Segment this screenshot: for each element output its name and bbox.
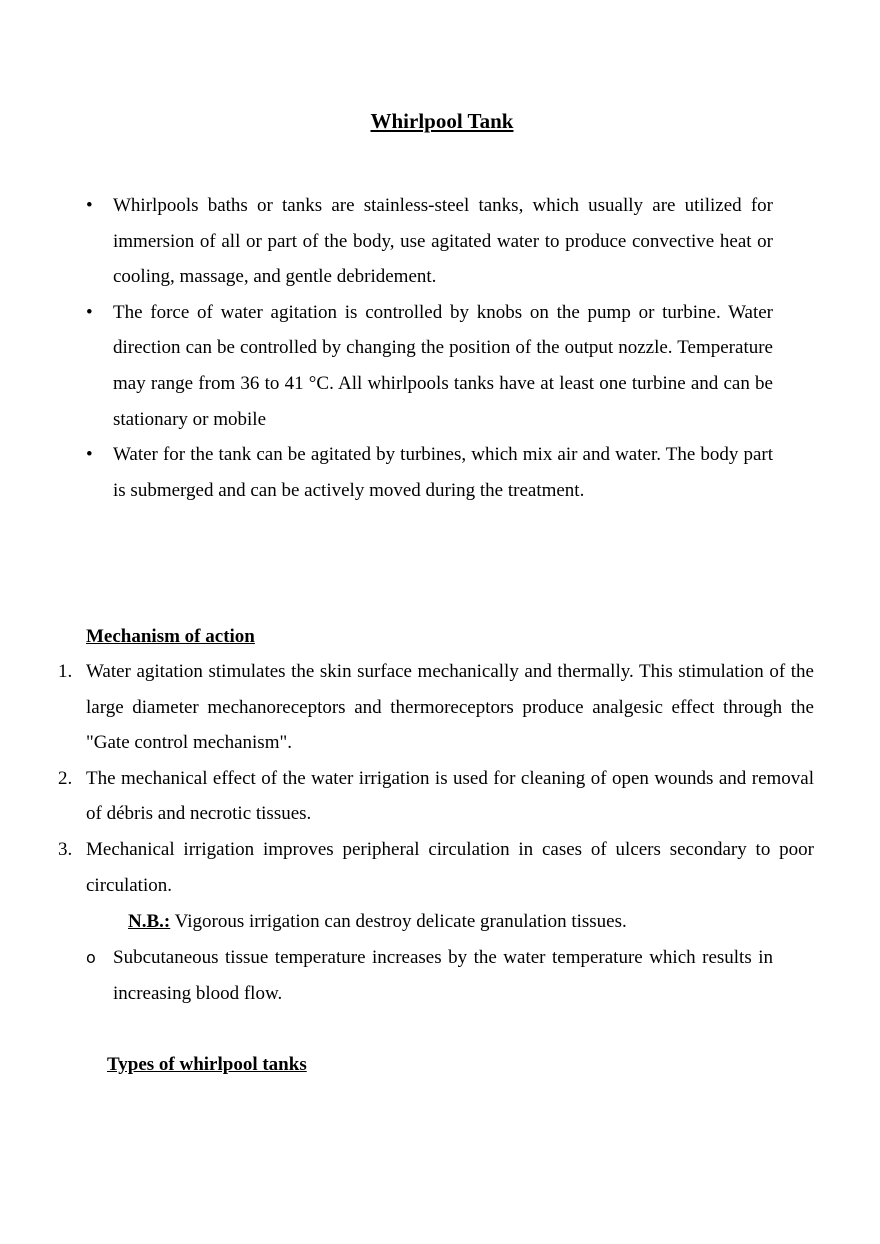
list-item-text: Water agitation stimulates the skin surface mechanically and thermally. This stimulation of the large diameter mechanoreceptors and thermoreceptors produce analgesic effect through the "Gate control mechanism".: [86, 661, 814, 754]
list-item-text: Mechanical irrigation improves peripheral circulation in cases of ulcers secondary to poor circulation.: [86, 838, 814, 896]
sub-list-item-text: Subcutaneous tissue temperature increases by the water temperature which results in increasing blood flow.: [113, 947, 773, 1004]
circle-bullet-icon: o: [86, 948, 96, 967]
sub-list-item: [86, 940, 773, 1011]
intro-bullet-list: [86, 188, 773, 508]
nb-note: [128, 904, 627, 940]
nb-text: Vigorous irrigation can destroy delicate granulation tissues.: [170, 911, 627, 932]
list-number: 1.: [58, 661, 73, 682]
mechanism-heading: Mechanism of action: [86, 626, 255, 647]
bullet-item: • Water for the tank can be agitated by turbines, which mix air and water. The body part is submerged and can be actively moved during the treatment.: [86, 437, 773, 508]
list-item: [58, 761, 814, 832]
list-item: [58, 654, 814, 761]
nb-label: N.B.:: [128, 911, 171, 932]
page-title: Whirlpool Tank: [370, 109, 514, 133]
bullet-item: • The force of water agitation is controlled by knobs on the pump or turbine. Water direction can be controlled by changing the position of the output nozzle. Temperature may range from 36 to 41 °C. All whirlpools tanks have at least one turbine and can be stationary or mobile: [86, 295, 773, 437]
sub-list: [86, 940, 773, 1011]
types-heading: Types of whirlpool tanks: [107, 1054, 307, 1075]
list-item-text: The mechanical effect of the water irrigation is used for cleaning of open wounds and removal of débris and necrotic tissues.: [86, 767, 814, 825]
list-number: 2.: [58, 767, 73, 789]
list-item: [58, 832, 814, 903]
list-number: 3.: [58, 838, 73, 860]
mechanism-numbered-list: [58, 654, 814, 903]
bullet-item: • Whirlpools baths or tanks are stainless-steel tanks, which usually are utilized for immersion of all or part of the body, use agitated water to produce convective heat or cooling, massage, and gentle debridement.: [86, 188, 773, 295]
